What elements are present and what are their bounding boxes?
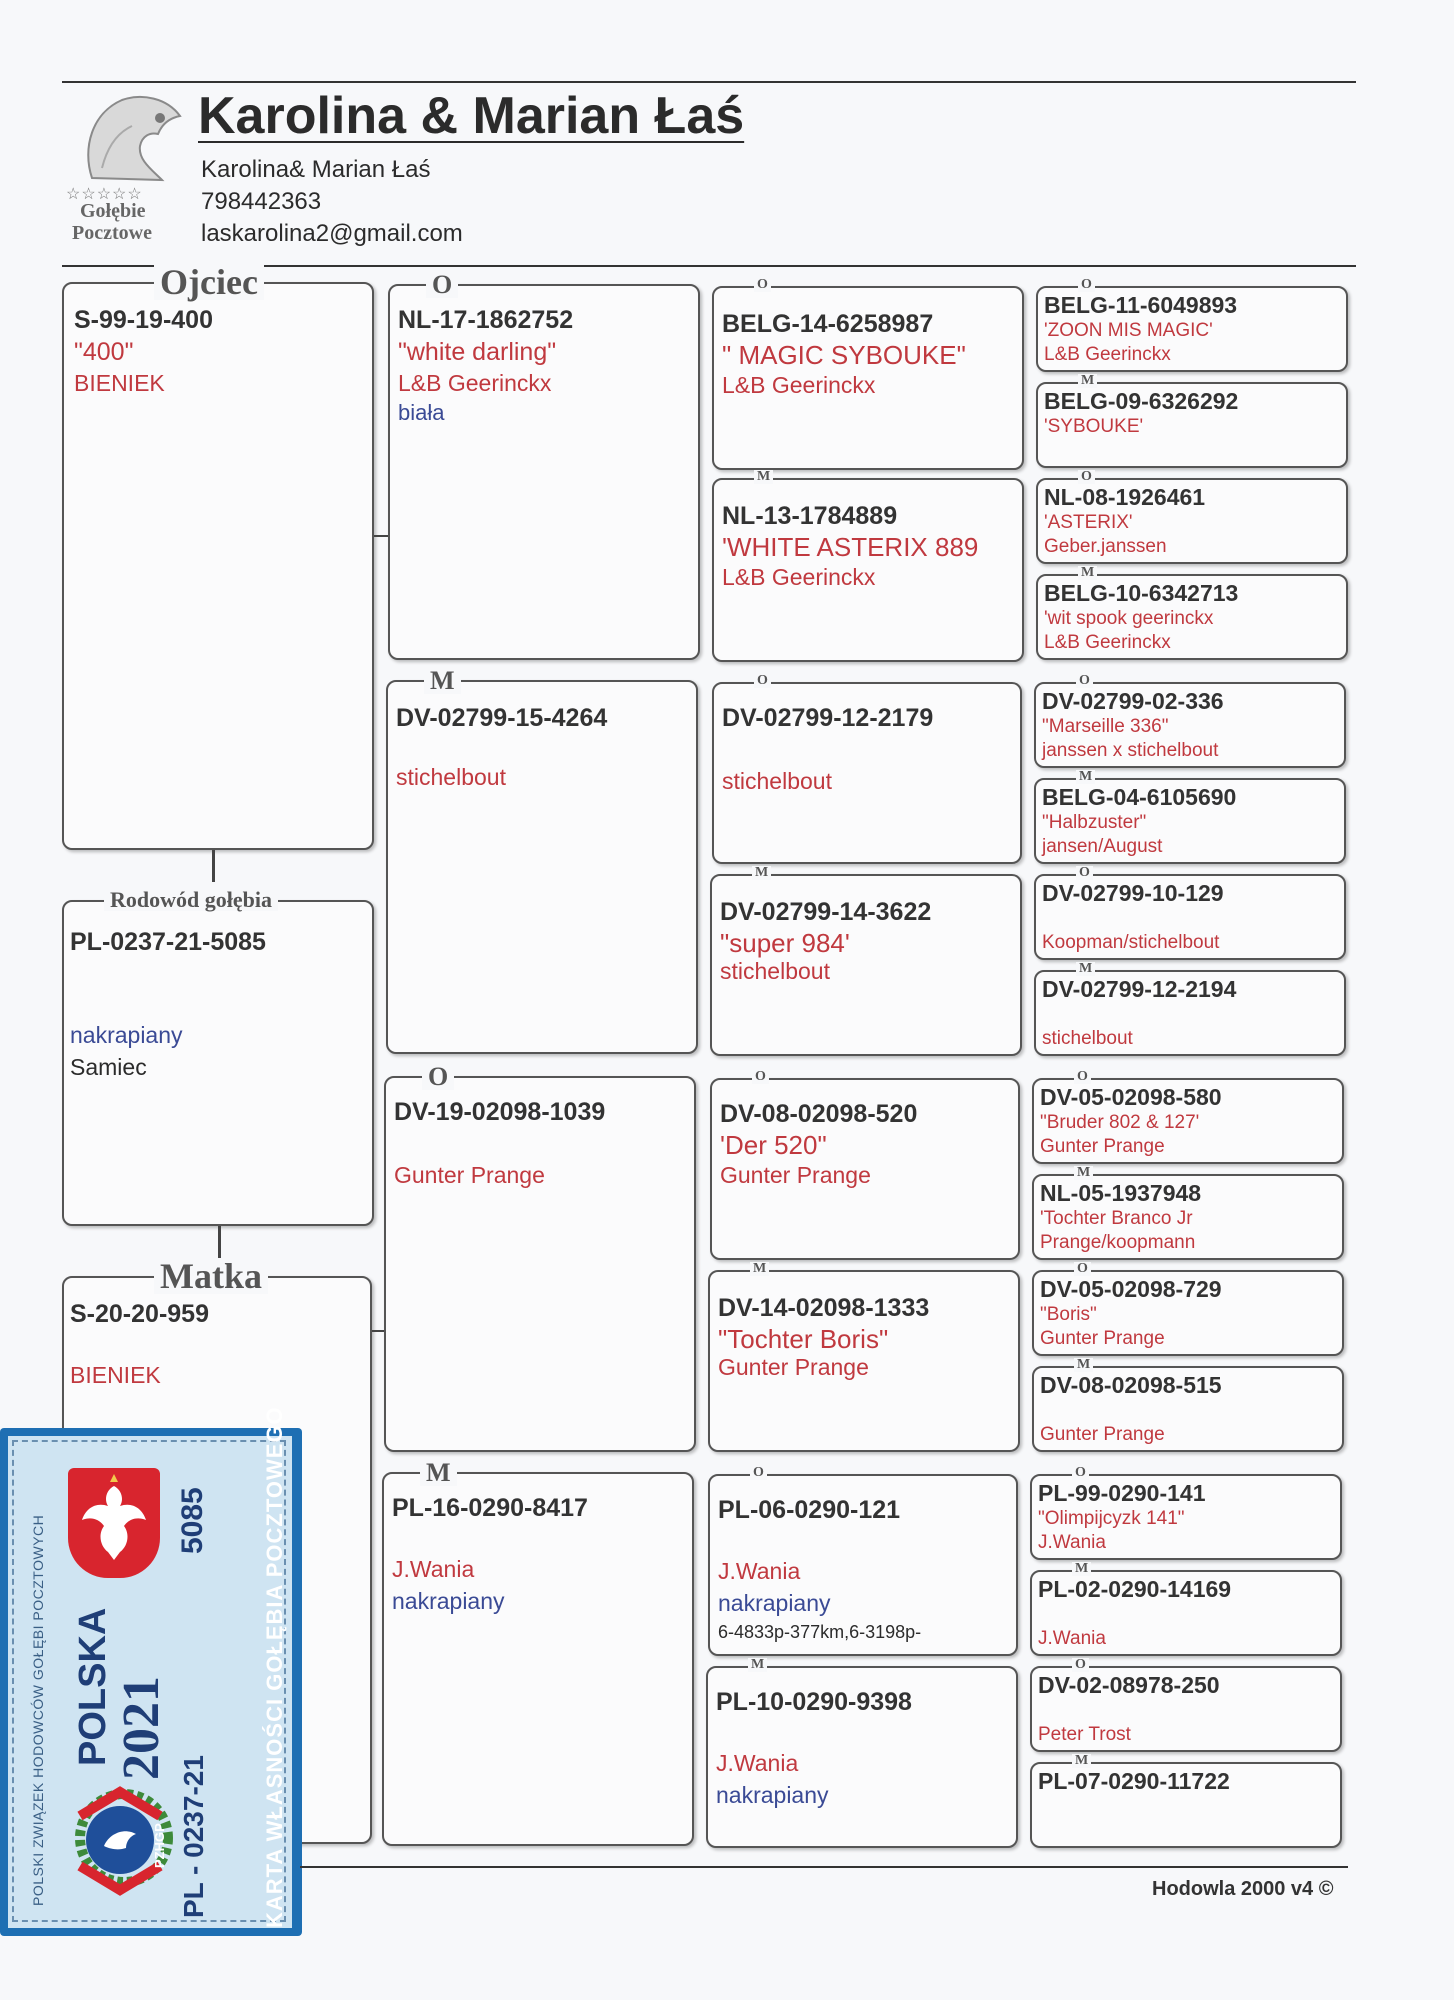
g4-ring-13: PL-99-0290-141 — [1038, 1480, 1206, 1506]
g4-box-2 — [1036, 373, 1348, 468]
g4-breeder-13: J.Wania — [1038, 1532, 1106, 1553]
g4-ring-1: BELG-11-6049893 — [1044, 292, 1238, 318]
g4-box-9 — [1032, 1069, 1344, 1164]
ownership-card — [0, 1406, 302, 1936]
stars-icon: ☆☆☆☆☆ — [66, 186, 143, 203]
owner-email: laskarolina2@gmail.com — [201, 220, 463, 247]
g2-mf-breeder: Gunter Prange — [394, 1162, 545, 1188]
g4-box-5 — [1034, 673, 1346, 768]
g2-ff-ring: NL-17-1862752 — [398, 306, 574, 334]
logo-text-2: Pocztowe — [72, 222, 152, 244]
g4-name-3: 'ASTERIX' — [1044, 512, 1133, 533]
g4-label-11: O — [1074, 1262, 1091, 1276]
g2-mm-label: M — [420, 1460, 457, 1486]
main-pigeon-box — [62, 887, 374, 1226]
g3-fmf-box — [712, 673, 1022, 864]
g3-fmm-label: M — [752, 866, 771, 880]
footer-rule — [300, 1866, 1348, 1868]
g3-fmm-ring: DV-02799-14-3622 — [720, 898, 932, 926]
g4-label-7: O — [1076, 866, 1093, 880]
main-sex: Samiec — [70, 1054, 147, 1080]
g3-fff-label: O — [754, 278, 771, 292]
owner-name: Karolina& Marian Łaś — [201, 156, 431, 183]
g4-label-10: M — [1074, 1166, 1093, 1180]
g3-mfm-ring: DV-14-02098-1333 — [718, 1294, 930, 1322]
g2-fm-box — [386, 666, 698, 1054]
g3-fff-breeder: L&B Geerinckx — [722, 372, 876, 398]
g3-mmf-label: O — [750, 1466, 767, 1480]
father-name: "400" — [74, 338, 134, 366]
g3-mfm-box — [708, 1261, 1020, 1452]
g4-breeder-1: L&B Geerinckx — [1044, 344, 1171, 365]
g3-mfm-breeder: Gunter Prange — [718, 1354, 869, 1380]
g2-fm-ring: DV-02799-15-4264 — [396, 704, 608, 732]
g4-breeder-10: Prange/koopmann — [1040, 1232, 1196, 1253]
g4-label-5: O — [1076, 674, 1093, 688]
pigeon-head-icon — [62, 88, 192, 188]
g3-ffm-ring: NL-13-1784889 — [722, 502, 898, 530]
g2-fm-label: M — [424, 668, 461, 694]
g3-ffm-label: M — [754, 470, 773, 484]
g4-box-3 — [1036, 469, 1348, 564]
g4-ring-12: DV-08-02098-515 — [1040, 1372, 1222, 1398]
g4-label-3: O — [1078, 470, 1095, 484]
g4-name-6: "Halbzuster" — [1042, 812, 1147, 833]
g3-fff-box — [712, 277, 1024, 470]
g4-label-13: O — [1072, 1466, 1089, 1480]
owner-title: Karolina & Marian Łaś — [198, 87, 745, 145]
g3-mff-breeder: Gunter Prange — [720, 1162, 871, 1188]
g3-mmf-notes: 6-4833p-377km,6-3198p- — [718, 1622, 922, 1642]
g4-box-8 — [1034, 961, 1346, 1056]
g2-mm-breeder: J.Wania — [392, 1556, 475, 1582]
g4-label-8: M — [1076, 962, 1095, 976]
g4-name-1: 'ZOON MIS MAGIC' — [1044, 320, 1213, 341]
main-color: nakrapiany — [70, 1022, 183, 1048]
g4-name-2: 'SYBOUKE' — [1044, 416, 1144, 437]
g4-label-4: M — [1078, 566, 1097, 580]
connector-father-main — [212, 850, 215, 882]
g4-name-4: 'wit spook geerinckx — [1044, 608, 1214, 629]
mother-ring: S-20-20-959 — [70, 1300, 209, 1328]
g4-ring-4: BELG-10-6342713 — [1044, 580, 1239, 606]
father-label: Ojciec — [154, 264, 264, 300]
g3-mmf-breeder: J.Wania — [718, 1558, 801, 1584]
g4-breeder-9: Gunter Prange — [1040, 1136, 1165, 1157]
card-org: POLSKI ZWIĄZEK HODOWCÓW GOŁĘBI POCZTOWYCH — [30, 1514, 46, 1906]
g4-box-16 — [1030, 1753, 1342, 1848]
g4-breeder-5: janssen x stichelbout — [1042, 740, 1219, 761]
g4-label-9: O — [1074, 1070, 1091, 1084]
g4-ring-11: DV-05-02098-729 — [1040, 1276, 1222, 1302]
g4-name-5: "Marseille 336" — [1042, 716, 1169, 737]
g3-fmm-name: "super 984' — [720, 928, 850, 958]
g3-mmf-box — [708, 1465, 1018, 1656]
father-box — [62, 262, 374, 850]
g3-mfm-label: M — [750, 1262, 769, 1276]
g4-box-12 — [1032, 1357, 1344, 1452]
card-year: 2021 — [113, 1676, 170, 1780]
father-ring: S-99-19-400 — [74, 306, 213, 334]
connector-f-g2 — [374, 535, 388, 537]
g4-breeder-11: Gunter Prange — [1040, 1328, 1165, 1349]
g4-box-6 — [1034, 769, 1346, 864]
pedigree-label: Rodowód gołębia — [104, 889, 278, 911]
g4-label-15: O — [1072, 1658, 1089, 1672]
logo-text-1: Gołębie — [80, 200, 146, 222]
g4-breeder-14: J.Wania — [1038, 1628, 1106, 1649]
pzhgp-logo-icon — [60, 1776, 180, 1906]
g4-ring-10: NL-05-1937948 — [1040, 1180, 1202, 1206]
g3-mmf-color: nakrapiany — [718, 1590, 831, 1616]
g4-ring-7: DV-02799-10-129 — [1042, 880, 1224, 906]
g2-ff-name: "white darling" — [398, 338, 557, 366]
father-breeder: BIENIEK — [74, 370, 165, 396]
g4-breeder-6: jansen/August — [1042, 836, 1163, 857]
g3-mff-label: O — [752, 1070, 769, 1084]
g4-box-10 — [1032, 1165, 1344, 1260]
g3-ffm-box — [712, 469, 1024, 662]
pigeon-logo — [62, 88, 192, 248]
g4-name-9: "Bruder 802 & 127' — [1040, 1112, 1200, 1133]
card-number: 5085 — [176, 1487, 209, 1554]
g4-ring-14: PL-02-0290-14169 — [1038, 1576, 1232, 1602]
g4-box-14 — [1030, 1561, 1342, 1656]
g4-box-11 — [1032, 1261, 1344, 1356]
g4-breeder-4: L&B Geerinckx — [1044, 632, 1171, 653]
top-rule — [62, 81, 1356, 83]
g2-ff-color: biała — [398, 400, 445, 425]
g2-mf-box — [384, 1062, 696, 1452]
g4-ring-2: BELG-09-6326292 — [1044, 388, 1239, 414]
g4-box-13 — [1030, 1465, 1342, 1560]
g4-label-6: M — [1076, 770, 1095, 784]
g3-mmm-label: M — [748, 1658, 767, 1672]
g4-ring-15: DV-02-08978-250 — [1038, 1672, 1220, 1698]
g3-mmm-ring: PL-10-0290-9398 — [716, 1688, 912, 1716]
g3-ffm-breeder: L&B Geerinckx — [722, 564, 876, 590]
g2-ff-breeder: L&B Geerinckx — [398, 370, 552, 396]
g4-breeder-12: Gunter Prange — [1040, 1424, 1165, 1445]
g3-mmf-ring: PL-06-0290-121 — [718, 1496, 901, 1524]
g4-label-12: M — [1074, 1358, 1093, 1372]
g3-fff-name: " MAGIC SYBOUKE" — [722, 340, 966, 370]
mother-breeder: BIENIEK — [70, 1362, 161, 1388]
g4-ring-3: NL-08-1926461 — [1044, 484, 1206, 510]
g4-name-13: "Olimpijcyzk 141" — [1038, 1508, 1185, 1529]
card-pzhgp: PZHGP — [152, 1823, 167, 1868]
owner-phone: 798442363 — [201, 188, 322, 215]
mother-label: Matka — [154, 1258, 268, 1294]
g3-fmf-label: O — [754, 674, 771, 688]
card-title: KARTA WŁASNOŚCI GOŁĘBIA POCZTOWEGO — [262, 1406, 287, 1928]
ownership-card-body — [8, 1436, 292, 1928]
g4-ring-9: DV-05-02098-580 — [1040, 1084, 1222, 1110]
g4-ring-6: BELG-04-6105690 — [1042, 784, 1237, 810]
g3-mff-ring: DV-08-02098-520 — [720, 1100, 918, 1128]
g2-mf-label: O — [422, 1064, 454, 1090]
g4-breeder-3: Geber.janssen — [1044, 536, 1167, 557]
g3-fmf-ring: DV-02799-12-2179 — [722, 704, 934, 732]
g4-name-11: "Boris" — [1040, 1304, 1097, 1325]
g4-label-14: M — [1072, 1562, 1091, 1576]
g4-ring-16: PL-07-0290-11722 — [1038, 1768, 1230, 1794]
g4-ring-5: DV-02799-02-336 — [1042, 688, 1224, 714]
g3-mff-box — [710, 1069, 1020, 1260]
g4-breeder-8: stichelbout — [1042, 1028, 1133, 1049]
g2-ff-box — [388, 270, 700, 660]
card-prefix: PL - 0237-21 — [178, 1755, 209, 1918]
g4-box-1 — [1036, 277, 1348, 372]
g2-mm-color: nakrapiany — [392, 1588, 505, 1614]
g4-label-1: O — [1078, 278, 1095, 292]
eagle-emblem-icon — [68, 1468, 160, 1578]
footer-credit: Hodowla 2000 v4 © — [1152, 1878, 1334, 1900]
card-country: POLSKA — [72, 1607, 114, 1766]
g4-breeder-15: Peter Trost — [1038, 1724, 1131, 1745]
g4-ring-8: DV-02799-12-2194 — [1042, 976, 1237, 1002]
g4-box-7 — [1034, 865, 1346, 960]
g3-fmf-breeder: stichelbout — [722, 768, 832, 794]
g3-mmm-color: nakrapiany — [716, 1782, 829, 1808]
g3-mmm-box — [706, 1657, 1018, 1848]
g4-box-4 — [1036, 565, 1348, 660]
g4-label-16: M — [1072, 1754, 1091, 1768]
g2-fm-breeder: stichelbout — [396, 764, 506, 790]
g2-mf-ring: DV-19-02098-1039 — [394, 1098, 606, 1126]
g3-mmm-breeder: J.Wania — [716, 1750, 799, 1776]
g3-fmm-box — [710, 865, 1022, 1056]
g2-mm-ring: PL-16-0290-8417 — [392, 1494, 588, 1522]
g3-fmm-breeder: stichelbout — [720, 958, 830, 984]
g4-box-15 — [1030, 1657, 1342, 1752]
g3-mff-name: 'Der 520" — [720, 1130, 827, 1160]
g3-mfm-name: "Tochter Boris" — [718, 1324, 889, 1354]
g4-name-10: 'Tochter Branco Jr — [1040, 1208, 1193, 1229]
g4-breeder-7: Koopman/stichelbout — [1042, 932, 1220, 953]
g3-fff-ring: BELG-14-6258987 — [722, 310, 934, 338]
g4-label-2: M — [1078, 374, 1097, 388]
g2-mm-box — [382, 1458, 694, 1846]
g2-ff-label: O — [426, 272, 458, 298]
g3-ffm-name: 'WHITE ASTERIX 889 — [722, 532, 979, 562]
main-ring: PL-0237-21-5085 — [70, 928, 266, 956]
